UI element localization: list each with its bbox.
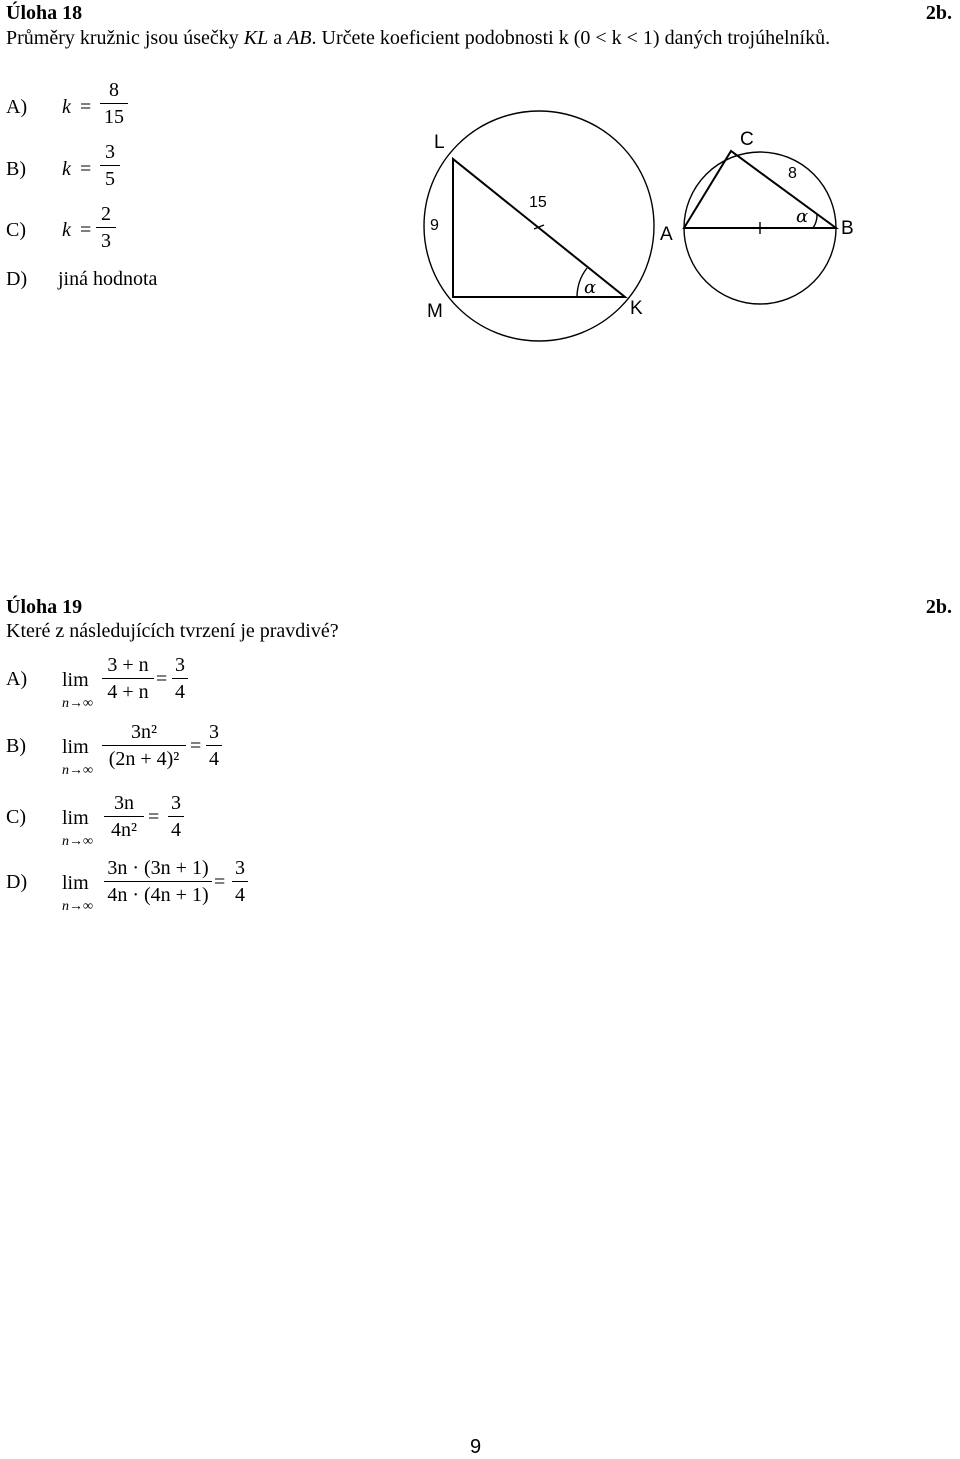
equals-sign: =	[148, 806, 160, 828]
prompt-and: a	[268, 27, 288, 49]
denominator: 3	[101, 230, 111, 252]
page-number: 9	[470, 1436, 482, 1458]
numerator: 3	[235, 857, 245, 879]
segment-kl: KL	[243, 27, 269, 49]
denominator: 4n²	[111, 819, 137, 841]
left-circle	[424, 111, 654, 341]
prompt-text-post: . Určete koeficient podobnosti	[311, 27, 559, 49]
vertex-a: A	[660, 224, 673, 245]
task18-option-b-var: k	[62, 158, 71, 180]
side-label-15: 15	[529, 194, 547, 211]
result-fraction	[168, 792, 184, 841]
fraction-bar	[104, 881, 212, 882]
task18-option-d-label: D)	[6, 268, 28, 290]
numerator: 3 + n	[107, 654, 149, 676]
task19-option-d-label: D)	[6, 871, 28, 893]
vertex-k: K	[630, 298, 643, 319]
numerator: 3	[105, 141, 115, 163]
task18-option-d-text: jiná hodnota	[58, 268, 158, 290]
equals-sign: =	[80, 158, 92, 180]
lim-subscript: n→∞	[62, 899, 93, 914]
limit	[62, 873, 93, 917]
task18-title: Úloha 18	[6, 2, 83, 24]
lim-subscript: n→∞	[62, 696, 93, 711]
denominator: 4	[175, 681, 185, 703]
task19-option-d-fraction	[104, 857, 212, 906]
equals-sign: =	[214, 871, 226, 893]
numerator: 3n²	[131, 721, 157, 743]
numerator: 2	[101, 203, 111, 225]
task19-option-a-fraction	[102, 654, 154, 703]
denominator: 4	[235, 884, 245, 906]
fraction-bar	[102, 678, 154, 679]
fraction-bar	[104, 816, 144, 817]
segment-ab: AB	[287, 27, 312, 49]
denominator: 4 + n	[107, 681, 149, 703]
equals-sign: =	[80, 219, 92, 241]
lim-text: lim	[62, 669, 89, 691]
task19-option-b-label: B)	[6, 735, 26, 757]
denominator: 4n · (4n + 1)	[107, 884, 209, 906]
task18-figure	[0, 0, 960, 360]
prompt-text: Průměry kružnic jsou úsečky	[6, 27, 244, 49]
equals-sign: =	[80, 96, 92, 118]
vertex-b: B	[841, 218, 854, 239]
lim-subscript: n→∞	[62, 763, 93, 778]
task19-title: Úloha 19	[6, 596, 83, 618]
numerator: 3	[209, 721, 219, 743]
lim-text: lim	[62, 872, 89, 894]
numerator: 3	[175, 654, 185, 676]
denominator: 4	[209, 748, 219, 770]
triangle-acb	[684, 151, 836, 228]
lim-text: lim	[62, 736, 89, 758]
task18-option-b-label: B)	[6, 158, 26, 180]
lim-subscript: n→∞	[62, 834, 93, 849]
fraction-bar	[206, 745, 222, 746]
limit	[62, 737, 93, 781]
task19-prompt: Které z následujících tvrzení je pravdivé?	[6, 620, 339, 642]
limit	[62, 808, 93, 852]
task18-option-a-var: k	[62, 96, 71, 118]
task18-option-c-var: k	[62, 219, 71, 241]
task19-option-a-label: A)	[6, 668, 28, 690]
denominator: 15	[104, 106, 124, 128]
fraction-bar	[232, 881, 248, 882]
task19-option-c-fraction	[104, 792, 144, 841]
prompt-condition: k (0 < k < 1) daných trojúhelníků.	[558, 27, 831, 49]
task19-option-b-fraction	[102, 721, 186, 770]
side-label-9: 9	[430, 217, 439, 234]
task18-option-a-label: A)	[6, 96, 28, 118]
numerator: 3n	[114, 792, 134, 814]
result-fraction	[206, 721, 222, 770]
fraction-bar	[172, 678, 188, 679]
result-fraction	[232, 857, 248, 906]
angle-alpha: α	[796, 206, 809, 227]
task19-option-c-label: C)	[6, 806, 26, 828]
denominator: (2n + 4)²	[108, 748, 180, 770]
triangle-lmk	[453, 159, 625, 297]
vertex-c: C	[740, 129, 754, 150]
result-fraction	[172, 654, 188, 703]
lim-text: lim	[62, 807, 89, 829]
task18-option-c-label: C)	[6, 219, 26, 241]
denominator: 5	[105, 168, 115, 190]
fraction-bar	[168, 816, 184, 817]
equals-sign: =	[190, 735, 202, 757]
task19-points: 2b.	[925, 596, 952, 618]
numerator: 8	[109, 79, 119, 101]
angle-alpha: α	[584, 277, 597, 298]
numerator: 3n · (3n + 1)	[107, 857, 209, 879]
vertex-l: L	[434, 132, 445, 153]
numerator: 3	[171, 792, 181, 814]
fraction-bar	[102, 745, 186, 746]
equals-sign: =	[156, 668, 168, 690]
task18-points: 2b.	[925, 2, 952, 24]
denominator: 4	[171, 819, 181, 841]
limit	[62, 670, 93, 714]
angle-arc	[813, 214, 817, 228]
vertex-m: M	[427, 301, 443, 322]
side-label-8: 8	[788, 165, 797, 182]
